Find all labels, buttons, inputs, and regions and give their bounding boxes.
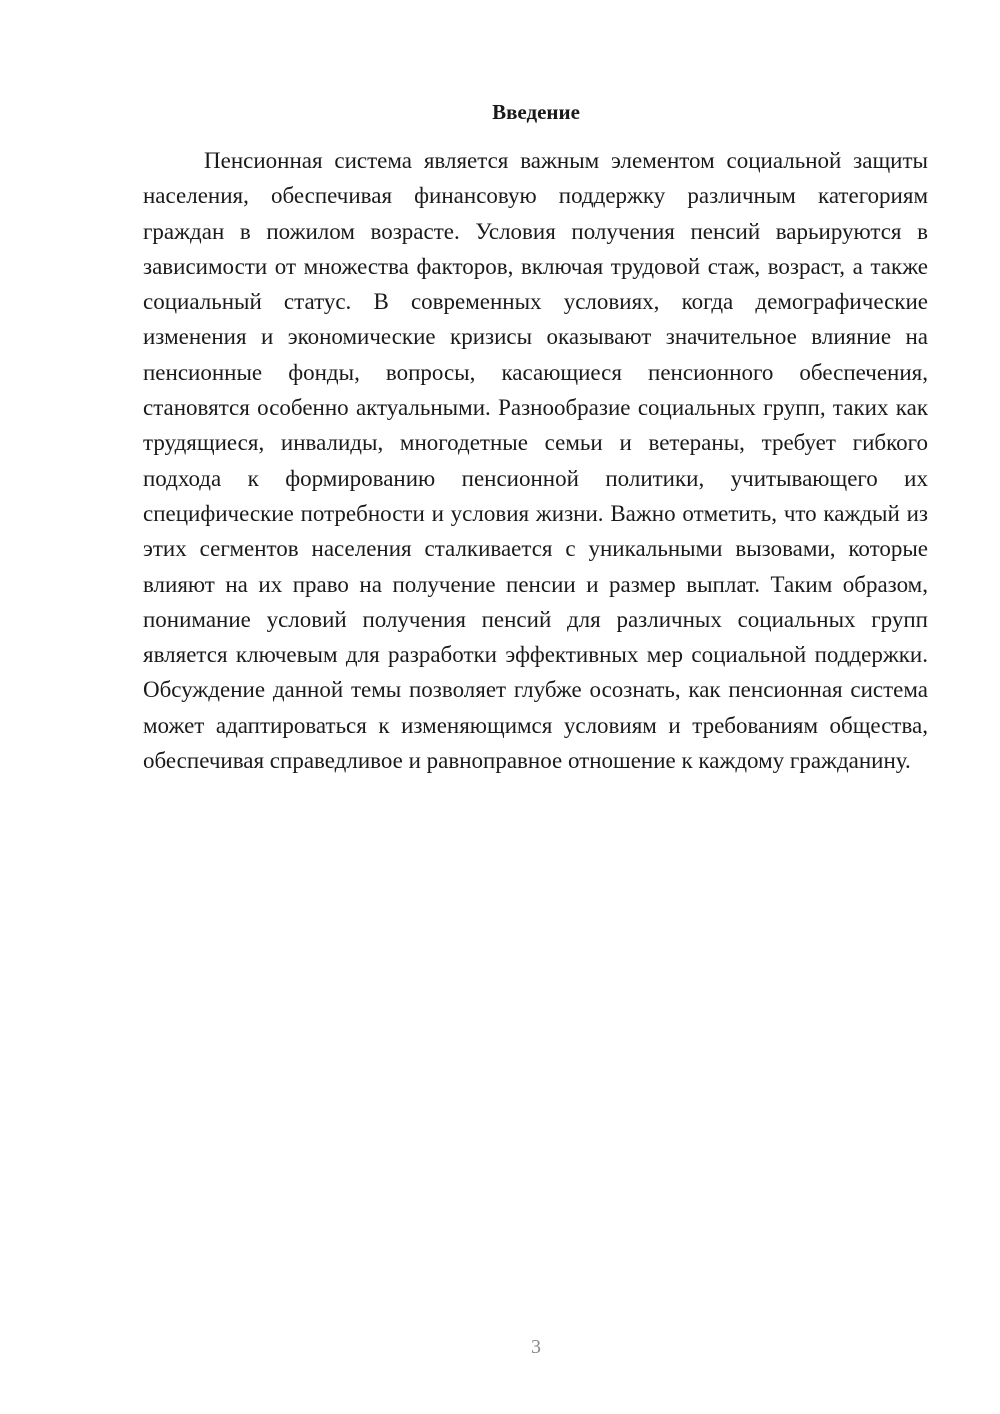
body-paragraph: Пенсионная система является важным элементом социальной защиты населения, обеспечивая финансовую поддержку различным категориям граждан в пожилом возрасте. Условия получения пенсий варьируются в зависимости от множества факторов, включая трудовой стаж, возраст, а также социальный статус. В современных условиях, когда демографические изменения и экономические кризисы оказывают значительное влияние на пенсионные фонды, вопросы, касающиеся пенсионного обеспечения, становятся особенно актуальными. Разнообразие социальных групп, таких как трудящиеся, инвалиды, многодетные семьи и ветераны, требует гибкого подхода к формированию пенсионной политики, учитывающего их специфические потребности и условия жизни. Важно отметить, что каждый из этих сегментов населения сталкивается с уникальными вызовами, которые влияют на их право на получение пенсии и размер выплат. Таким образом, понимание условий получения пенсий для различных социальных групп является ключевым для разработки эффективных мер социальной поддержки. Обсуждение данной темы позволяет глубже осознать, как пенсионная система может адаптироваться к изменяющимся условиям и требованиям общества, обеспечивая справедливое и равноправное отношение к каждому гражданину. <box>143 148 928 774</box>
section-title: Введение <box>492 100 580 124</box>
page-number: 3 <box>531 1336 541 1358</box>
